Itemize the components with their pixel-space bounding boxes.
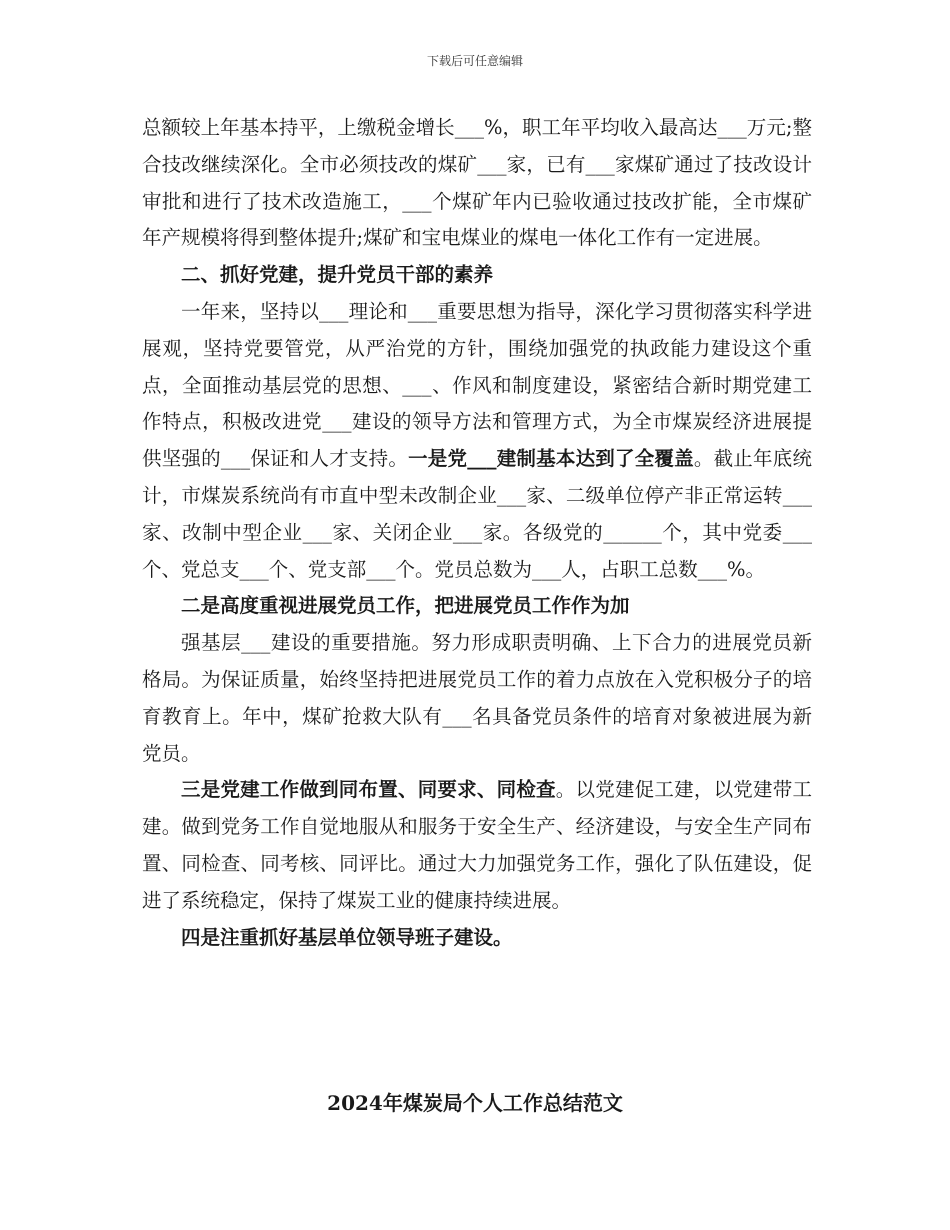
point-three-heading: 三是党建工作做到同布置、同要求、同检查 <box>181 778 556 802</box>
point-three-body: 。以党建促工建，以党建带工建。做到党务工作自觉地服从和服务于安全生产、经济建设，与安全生产同布置、同检查、同考核、同评比。通过大力加强党务工作，强化了队伍建设，促进了系统稳定，保持了煤炭工业的健康持续进展。 <box>142 778 812 912</box>
paragraph-member-development: 强基层___建设的重要措施。努力形成职责明确、上下合力的进展党员新格局。为保证质量，始终坚持把进展党员工作的着力点放在入党积极分子的培育教育上。年中，煤矿抢救大队有___名具备党员条件的培育对象被进展为新党员。 <box>142 631 812 765</box>
party-building-intro: 一年来，坚持以___理论和___重要思想为指导，深化学习贯彻落实科学进展观，坚持党要管党，从严治党的方针，围绕加强党的执政能力建设这个重点，全面推动基层党的思想、___、作风和制度建设，紧密结合新时期党建工作特点，积极改进党___建设的领导方法和管理方式，为全市煤炭经济进展提供坚强的___保证和人才支持。 <box>142 299 812 471</box>
paragraph-party-building <box>142 294 812 588</box>
document-title: 2024年煤炭局个人工作总结范文 <box>327 1091 623 1115</box>
party-building-point-one: 一是党___建制基本达到了全覆盖 <box>408 447 694 471</box>
point-four-heading: 四是注重抓好基层单位领导班子建设。 <box>181 925 513 949</box>
party-building-statistics: 。截止年底统计，市煤炭系统尚有市直中型未改制企业___家、二级单位停产非正常运转___家、改制中型企业___家、关闭企业___家。各级党的______个，其中党委___个、党总支___个、党支部___个。党员总数为___人，占职工总数___%。 <box>142 447 812 581</box>
section-heading-party-building: 二、抓好党建，提升党员干部的素养 <box>181 263 494 287</box>
point-two-heading: 二是高度重视进展党员工作，把进展党员工作作为加 <box>181 594 630 618</box>
paragraph-income-summary: 总额较上年基本持平，上缴税金增长___%，职工年平均收入最高达___万元;整合技改继续深化。全市必须技改的煤矿___家，已有___家煤矿通过了技改设计审批和进行了技术改造施工，___个煤矿年内已验收通过技改扩能，全市煤矿年产规模将得到整体提升;煤矿和宝电煤业的煤电一体化工作有一定进展。 <box>142 116 812 250</box>
document-body <box>142 110 812 956</box>
paragraph-point-three <box>142 772 812 919</box>
page-header: 下载后可任意编辑 <box>426 54 523 68</box>
